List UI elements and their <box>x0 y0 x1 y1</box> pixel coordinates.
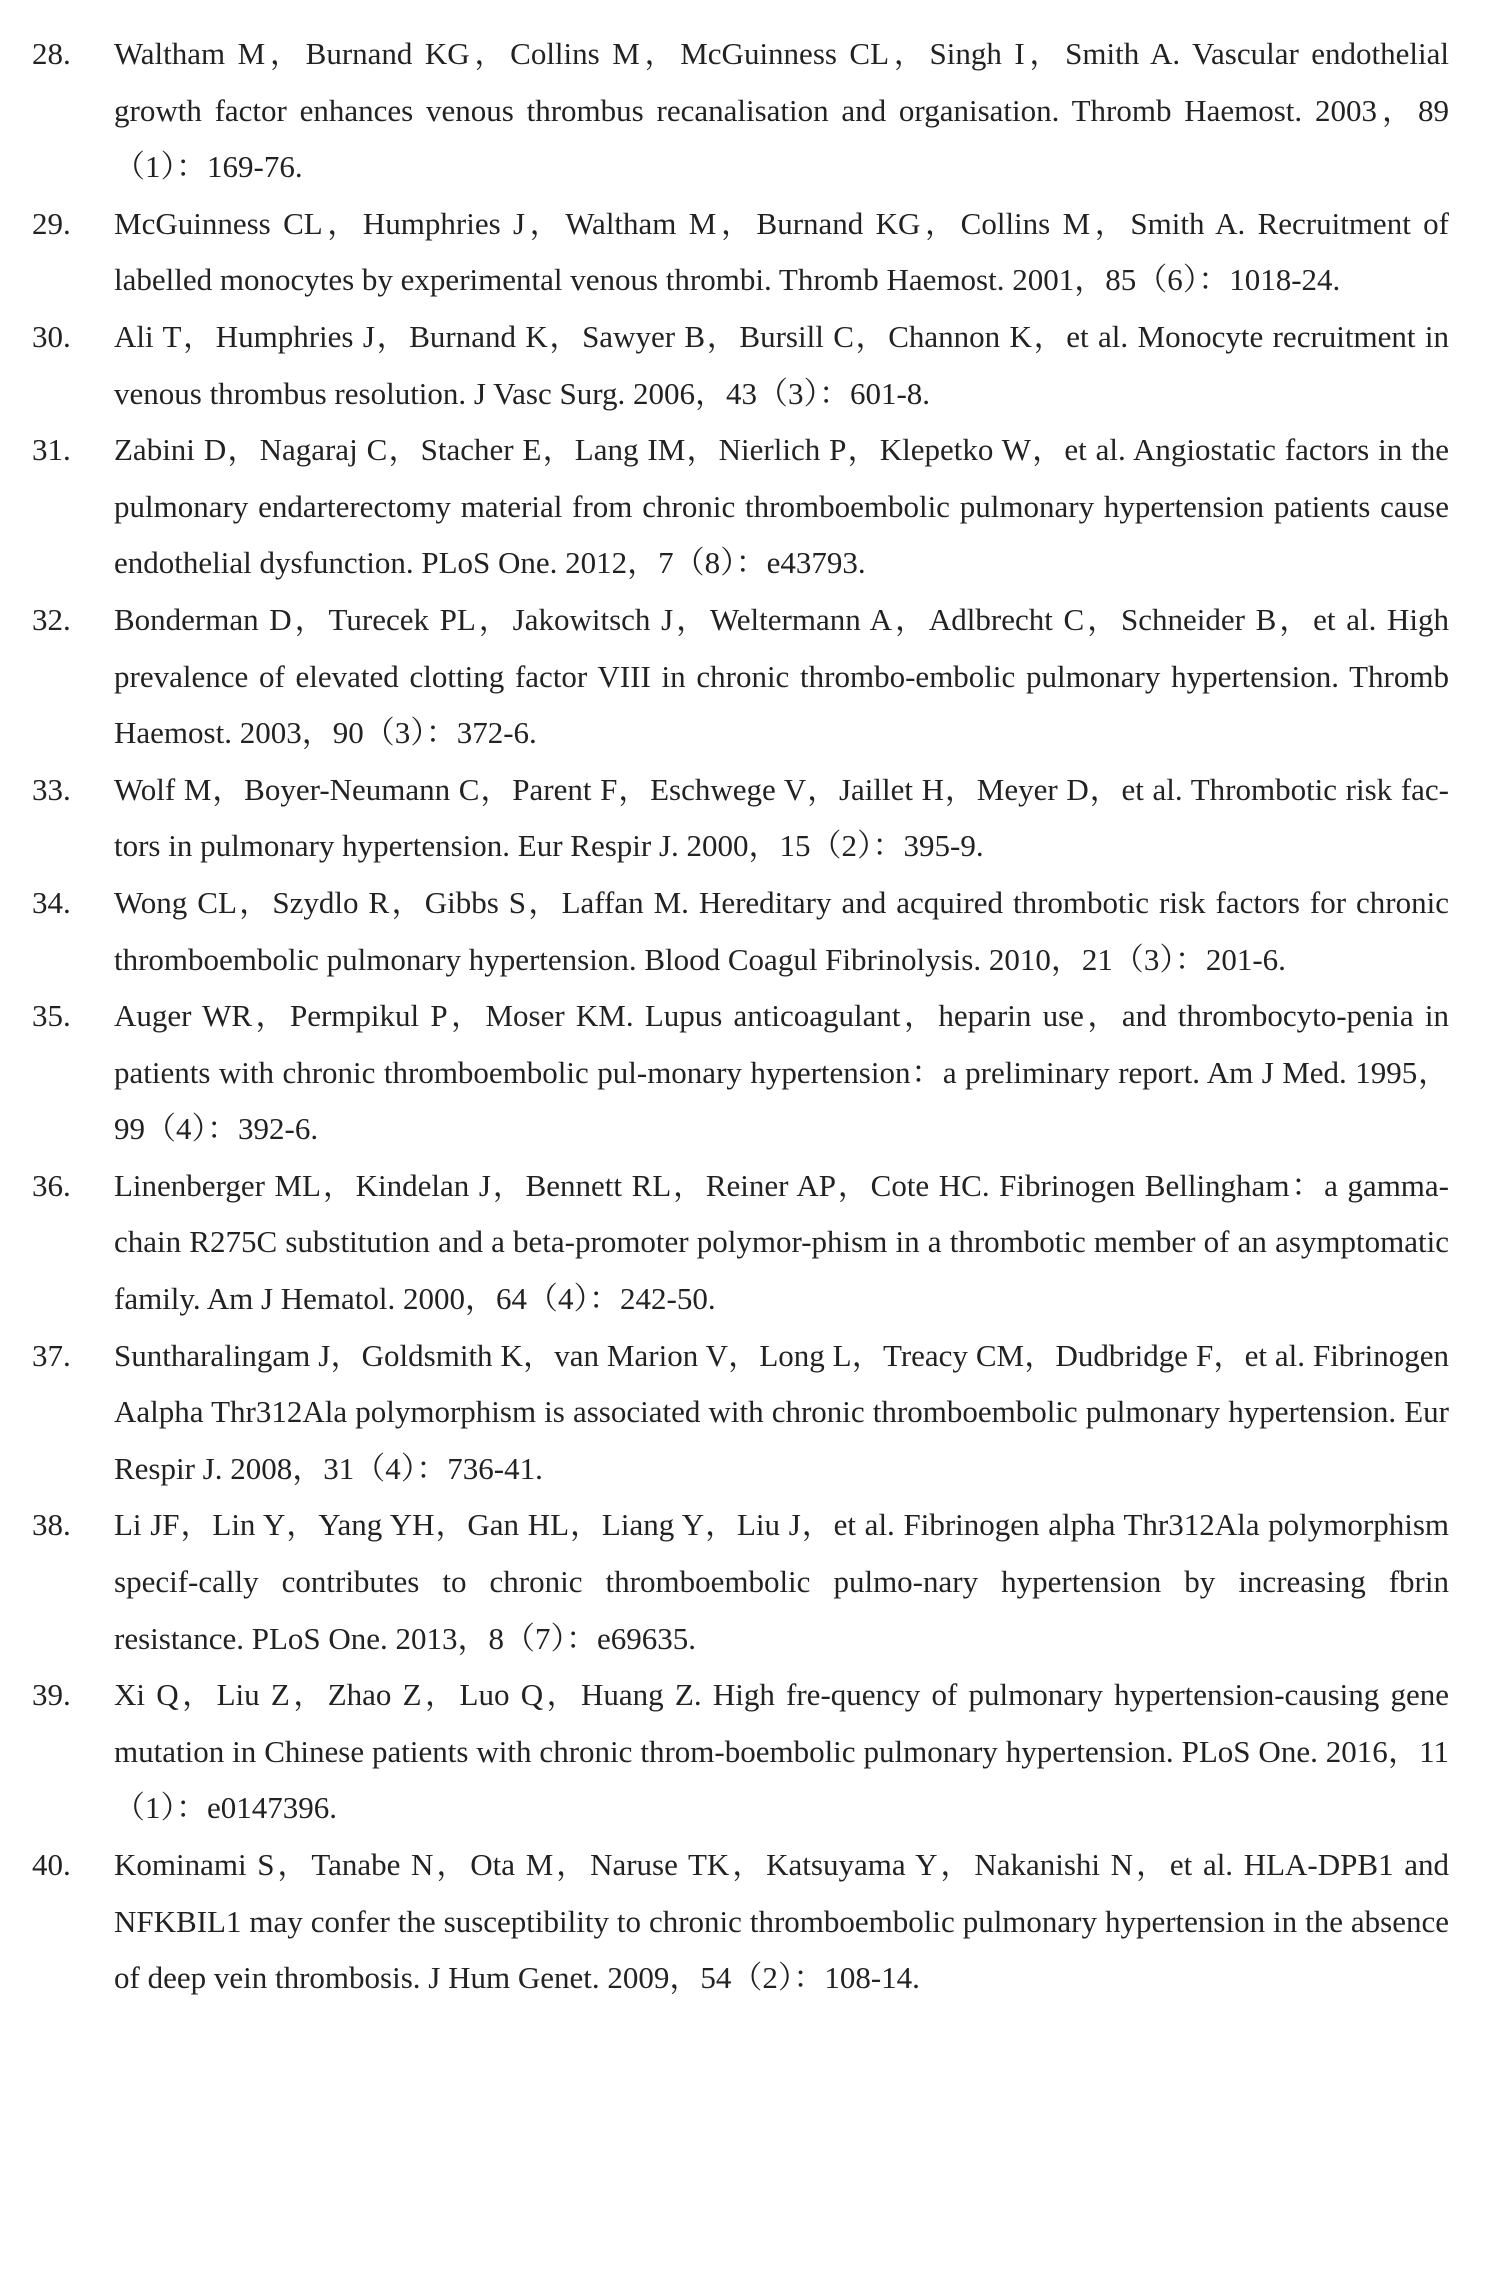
reference-item <box>32 422 1449 592</box>
reference-text: Bonderman D，Turecek PL，Jakowitsch J，Weltermann A，Adlbrecht C，Schneider B，et al. High prevalence of elevated clotting factor VIII in chronic thrombo-embolic pulmonary hypertension. Thromb Haemost. 2003，90（3）：372-6. <box>114 601 1449 751</box>
reference-item <box>32 988 1449 1158</box>
reference-text: Wolf M，Boyer-Neumann C，Parent F，Eschwege V，Jaillet H，Meyer D，et al. Thrombotic risk fac-tors in pulmonary hypertension. Eur Respir J. 2000，15（2）：395-9. <box>114 771 1449 864</box>
reference-number: 39. <box>32 1677 71 1713</box>
reference-number: 33. <box>32 771 71 807</box>
reference-list <box>32 26 1449 2007</box>
reference-number: 32. <box>32 601 71 637</box>
reference-number: 36. <box>32 1167 71 1203</box>
reference-text: Wong CL，Szydlo R，Gibbs S，Laffan M. Hereditary and acquired thrombotic risk factors for chronic thromboembolic pulmonary hypertension. Blood Coagul Fibrinolysis. 2010，21（3）：201-6. <box>114 884 1449 977</box>
reference-item <box>32 1497 1449 1667</box>
reference-item <box>32 1667 1449 1837</box>
reference-item <box>32 592 1449 762</box>
reference-number: 31. <box>32 432 71 468</box>
reference-number: 37. <box>32 1337 71 1373</box>
reference-text: Waltham M，Burnand KG，Collins M，McGuinness CL，Singh I，Smith A. Vascular endothelial growth factor enhances venous thrombus recanalisation and organisation. Thromb Haemost. 2003，89（1）：169-76. <box>114 36 1449 185</box>
reference-number: 35. <box>32 998 71 1034</box>
reference-text: Suntharalingam J，Goldsmith K，van Marion V，Long L，Treacy CM，Dudbridge F，et al. Fibrinogen Aalpha Thr312Ala polymorphism is associated with chronic thromboembolic pulmonary hypertension. Eur Respir J. 2008，31（4）：736-41. <box>114 1337 1449 1486</box>
reference-text: Auger WR，Permpikul P，Moser KM. Lupus anticoagulant，heparin use，and thrombocyto-penia in patients with chronic thromboembolic pul-monary hypertension：a preliminary report. Am J Med. 1995，99（4）：392-6. <box>114 998 1449 1147</box>
reference-text: Li JF，Lin Y，Yang YH，Gan HL，Liang Y，Liu J，et al. Fibrinogen alpha Thr312Ala polymorphism specif-cally contributes to chronic thromboembolic pulmo-nary hypertension by increasing fbrin resistance. PLoS One. 2013，8（7）：e69635. <box>114 1507 1449 1656</box>
reference-item <box>32 1158 1449 1328</box>
reference-item <box>32 762 1449 875</box>
reference-number: 28. <box>32 36 71 71</box>
reference-item <box>32 1837 1449 2007</box>
reference-number: 38. <box>32 1507 71 1543</box>
reference-item <box>32 1328 1449 1498</box>
reference-text: Zabini D，Nagaraj C，Stacher E，Lang IM，Nierlich P，Klepetko W，et al. Angiostatic factors in the pulmonary endarterectomy material from chronic thromboembolic pulmonary hypertension patients cause endothelial dysfunction. PLoS One. 2012，7（8）：e43793. <box>114 432 1449 581</box>
reference-number: 29. <box>32 205 71 241</box>
reference-number: 30. <box>32 318 71 354</box>
reference-number: 40. <box>32 1847 71 1882</box>
reference-text: Kominami S，Tanabe N，Ota M，Naruse TK，Katsuyama Y，Nakanishi N，et al. HLA-DPB1 and NFKBIL1 may confer the susceptibility to chronic thromboembolic pulmonary hypertension in the absence of deep vein thrombosis. J Hum Genet. 2009，54（2）：108-14. <box>114 1847 1449 1996</box>
reference-text: Linenberger ML，Kindelan J，Bennett RL，Reiner AP，Cote HC. Fibrinogen Bellingham：a gamma-chain R275C substitution and a beta-promoter polymor-phism in a thrombotic member of an asymptomatic family. Am J Hematol. 2000，64（4）：242-50. <box>114 1167 1449 1317</box>
reference-item <box>32 26 1449 196</box>
reference-text: Ali T，Humphries J，Burnand K，Sawyer B，Bursill C，Channon K，et al. Monocyte recruitment in venous thrombus resolution. J Vasc Surg. 2006，43（3）：601-8. <box>114 318 1449 411</box>
reference-text: Xi Q，Liu Z，Zhao Z，Luo Q，Huang Z. High fre-quency of pulmonary hypertension-causing gene mutation in Chinese patients with chronic throm-boembolic pulmonary hypertension. PLoS One. 2016，11（1）：e0147396. <box>114 1677 1449 1826</box>
reference-item <box>32 875 1449 988</box>
reference-item <box>32 309 1449 422</box>
reference-text: McGuinness CL，Humphries J，Waltham M，Burnand KG，Collins M，Smith A. Recruitment of labelled monocytes by experimental venous thrombi. Thromb Haemost. 2001，85（6）：1018-24. <box>114 205 1449 298</box>
reference-number: 34. <box>32 884 71 920</box>
reference-item <box>32 196 1449 309</box>
